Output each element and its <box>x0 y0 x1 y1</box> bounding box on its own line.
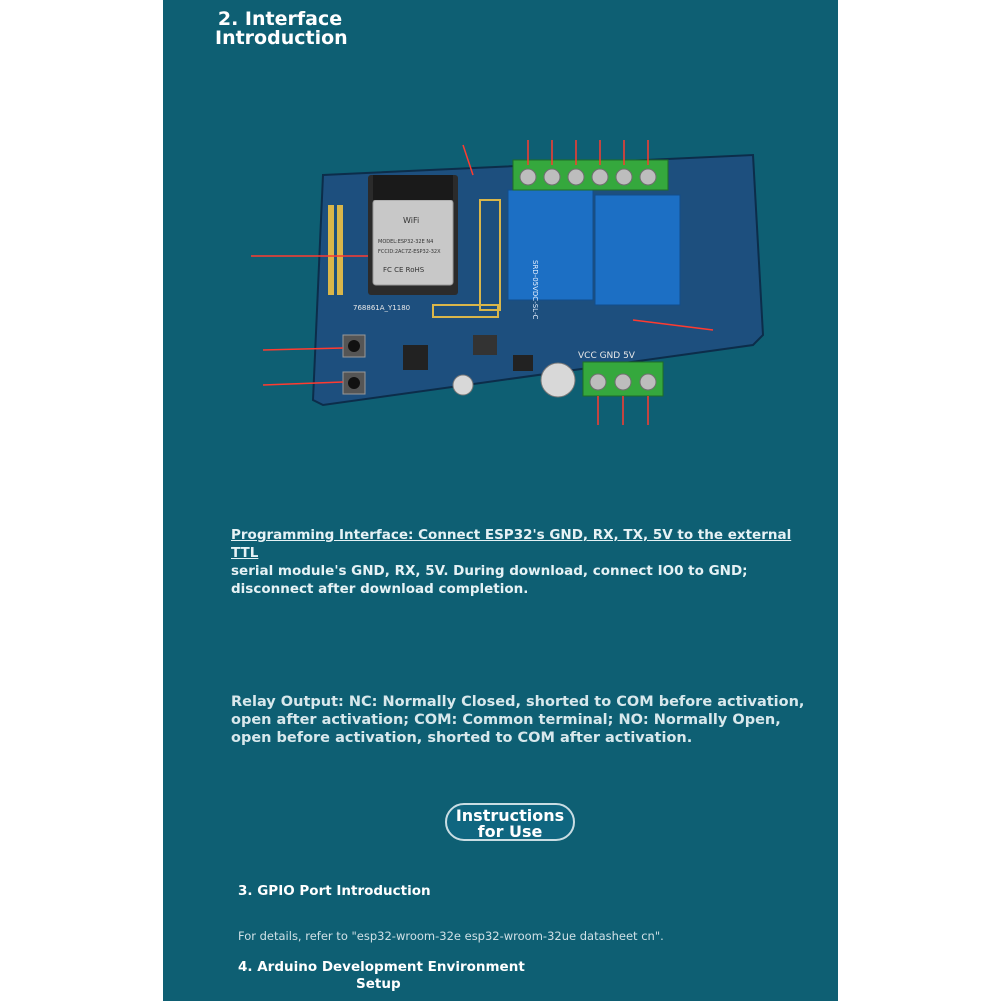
relay-output-line2: open after activation; COM: Common terminal; NO: Normally Open, <box>231 712 781 728</box>
module-line-2: FCCID:2AC7Z-ESP32-32X <box>378 249 441 255</box>
relay-output-line1: Relay Output: NC: Normally Closed, shorted to COM before activation, <box>231 694 805 710</box>
board-illustration <box>233 120 783 450</box>
arduino-title-line2: Setup <box>356 976 401 992</box>
module-cert-text: FC CE RoHS <box>383 266 425 274</box>
arduino-section-title <box>238 959 538 993</box>
section-heading <box>215 8 348 49</box>
instructions-button-line2: for Use <box>477 822 543 841</box>
content-panel <box>163 0 838 1001</box>
programming-interface-text <box>231 526 811 598</box>
instructions-button-line1: Instructions <box>455 806 565 825</box>
board-code-text: 768861A_Y1180 <box>353 304 411 312</box>
arduino-title-line1: 4. Arduino Development Environment <box>238 959 525 975</box>
gpio-section-title: 3. GPIO Port Introduction <box>238 883 431 899</box>
power-label: VCC GND 5V <box>578 351 635 361</box>
programming-interface-line3: disconnect after download completion. <box>231 581 529 597</box>
section-heading-line1: 2. Interface <box>217 8 343 30</box>
section-heading-line2: Introduction <box>215 27 348 49</box>
gpio-note: For details, refer to "esp32-wroom-32e esp32-wroom-32ue datasheet cn". <box>238 929 664 943</box>
programming-interface-line1: Programming Interface: Connect ESP32's GND, RX, TX, 5V to the external TTL <box>231 527 792 561</box>
programming-interface-line2: serial module's GND, RX, 5V. During download, connect IO0 to GND; <box>231 563 748 579</box>
module-wifi-text: WiFi <box>403 216 420 225</box>
relay-board-image <box>233 120 783 450</box>
module-line-1: MODEL:ESP32-32E N4 <box>378 239 434 245</box>
relay-model-text: SRD-05VDC-SL-C <box>531 260 539 320</box>
instructions-for-use-button[interactable] <box>445 803 575 841</box>
relay-output-line3: open before activation, shorted to COM after activation. <box>231 730 693 746</box>
relay-output-text <box>231 693 821 747</box>
